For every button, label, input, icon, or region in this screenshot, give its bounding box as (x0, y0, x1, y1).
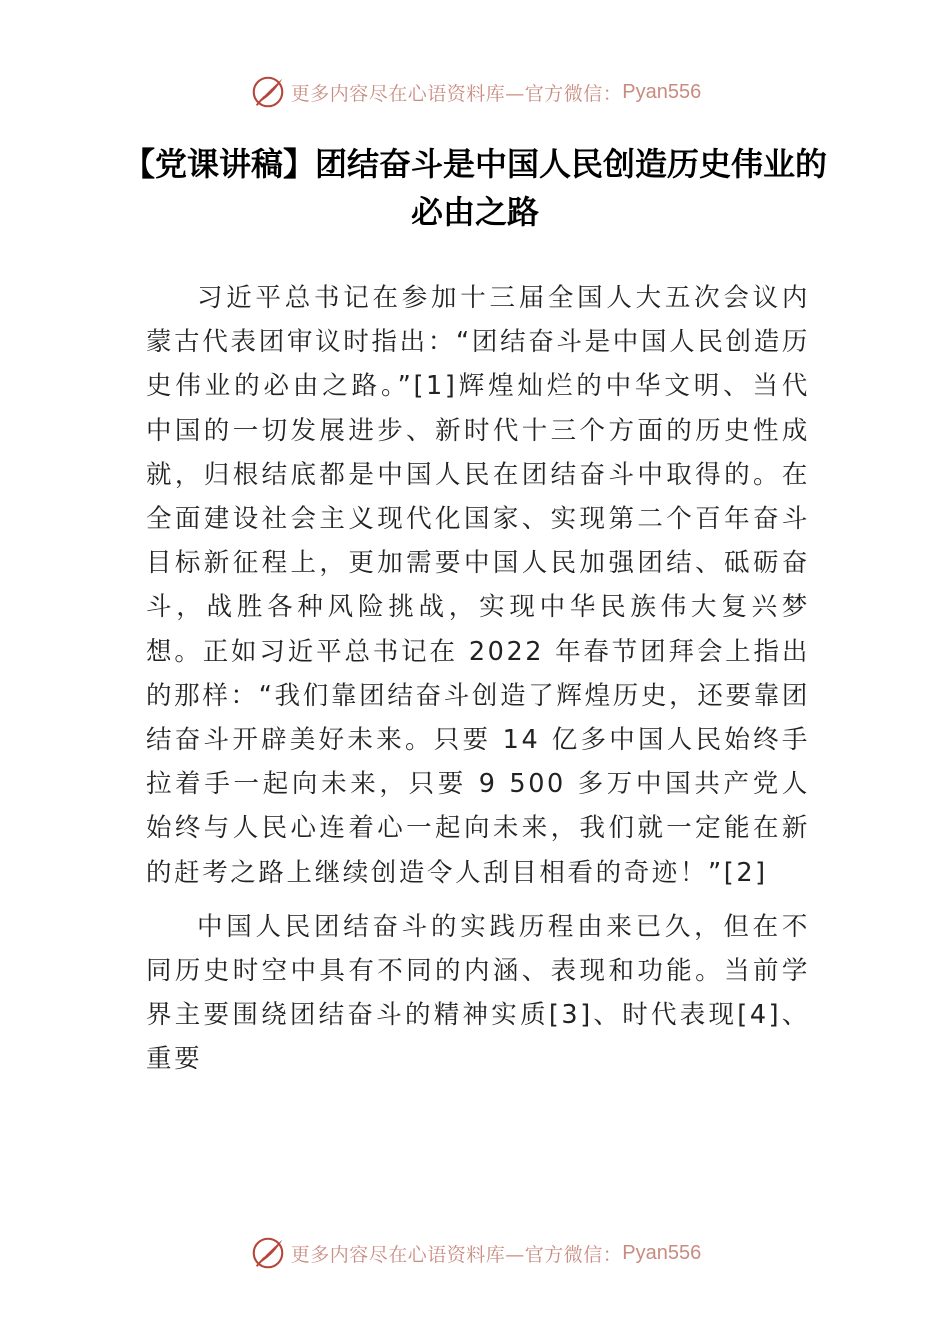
watermark-text: 更多内容尽在心语资料库—官方微信： (290, 82, 623, 105)
feather-seal-logo-icon (249, 73, 287, 111)
watermark-wechat-handle: Pyan556 (622, 80, 702, 103)
watermark-wechat-handle: Pyan556 (622, 1241, 702, 1264)
document-title: 【党课讲稿】团结奋斗是中国人民创造历史伟业的必由之路 (122, 145, 827, 231)
paragraph: 中国人民团结奋斗的实践历程由来已久，但在不同历史时空中具有不同的内涵、表现和功能。当前学界主要围绕团结奋斗的精神实质[3]、时代表现[4]、重要 (146, 911, 810, 1075)
paragraph: 习近平总书记在参加十三届全国人大五次会议内蒙古代表团审议时指出：“团结奋斗是中国人民创造历史伟业的必由之路。”[1]辉煌灿烂的中华文明、当代中国的一切发展进步、新时代十三个方面的历史性成就，归根结底都是中国人民在团结奋斗中取得的。在全面建设社会主义现代化国家、实现第二个百年奋斗目标新征程上，更加需要中国人民加强团结、砥砺奋斗，战胜各种风险挑战，实现中华民族伟大复兴梦想。正如习近平总书记在 2022 年春节团拜会上指出的那样：“我们靠团结奋斗创造了辉煌历史，还要靠团结奋斗开辟美好未来。只要 14 亿多中国人民始终手拉着手一起向未来，只要 9 500 多万中国共产党人始终与人民心连着心一起向未来，我们就一定能在新的赶考之路上继续创造令人刮目相看的奇迹！”[2] (146, 283, 810, 888)
watermark-text: 更多内容尽在心语资料库—官方微信： (290, 1243, 623, 1266)
footer-watermark (0, 1231, 950, 1275)
document-body (146, 276, 810, 1092)
header-watermark (0, 70, 950, 114)
feather-seal-logo-icon (249, 1234, 287, 1272)
